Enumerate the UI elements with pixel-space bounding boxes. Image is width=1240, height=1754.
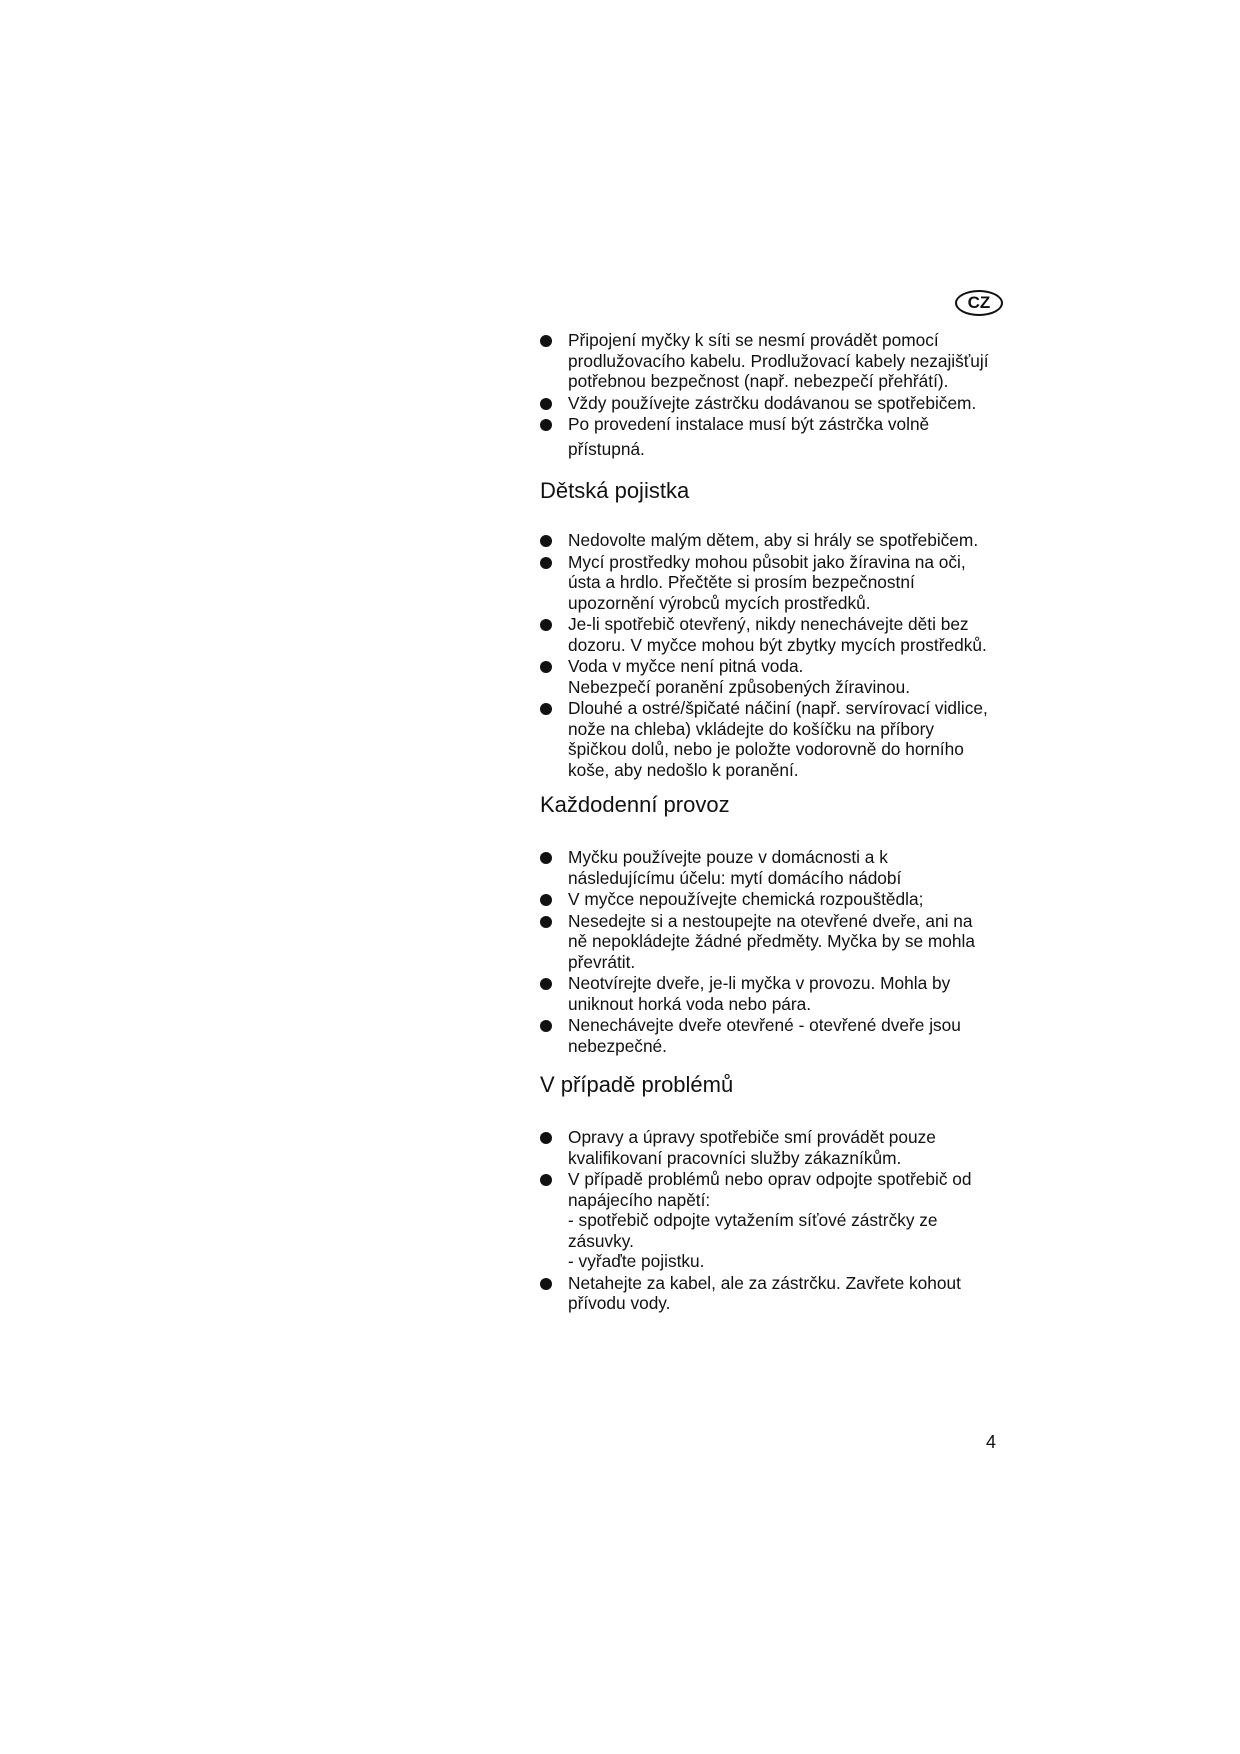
bullet-icon xyxy=(540,1278,552,1290)
list-item xyxy=(540,698,1010,780)
list-item xyxy=(540,973,1010,1014)
list-item-line: Je-li spotřebič otevřený, nikdy nenechávejte děti bez xyxy=(568,614,969,634)
bullet-icon xyxy=(540,916,552,928)
bullet-icon xyxy=(540,335,552,347)
bullet-icon xyxy=(540,661,552,673)
list-item-line: Nenechávejte dveře otevřené - otevřené dveře jsou xyxy=(568,1015,961,1035)
section-title: Každodenní provoz xyxy=(540,792,730,817)
bullet-icon xyxy=(540,978,552,990)
bullet-icon xyxy=(540,852,552,864)
list-item-line: uniknout horká voda nebo pára. xyxy=(568,993,812,1014)
list-item-line: špičkou dolů, nebo je položte vodorovně do horního xyxy=(568,739,964,759)
bullet-icon xyxy=(540,619,552,631)
list-item-line: přívodu vody. xyxy=(568,1293,671,1313)
list-item-line: potřebnou bezpečnost (např. nebezpečí přehřátí). xyxy=(568,371,949,391)
list-item xyxy=(540,1015,1010,1056)
list-item-line: nebezpečné. xyxy=(568,1035,667,1056)
list-item-line: koše, aby nedošlo k poranění. xyxy=(568,759,799,780)
list-item-line: převrátit. xyxy=(568,951,636,972)
list-item-line: prodlužovacího kabelu. Prodlužovací kabely nezajišťují xyxy=(568,350,989,371)
bullet-list xyxy=(540,530,1010,780)
list-item xyxy=(540,847,1010,888)
list-item-line: Vždy používejte zástrčku dodávanou se spotřebičem. xyxy=(568,392,977,413)
list-item xyxy=(540,1127,1010,1168)
section-daily xyxy=(540,792,1010,818)
list-item-line: Nesedejte si a nestoupejte na otevřené dveře, ani na xyxy=(568,910,973,931)
bullet-icon xyxy=(540,1132,552,1144)
section-child-lock xyxy=(540,478,1010,504)
language-badge: CZ xyxy=(955,290,1003,316)
list-item xyxy=(540,911,1010,973)
list-item-line: dozoru. V myčce mohou být zbytky mycích prostředků. xyxy=(568,634,987,655)
bullet-list xyxy=(540,1127,1010,1314)
section-problems xyxy=(540,1072,1010,1098)
section-intro xyxy=(540,330,1010,460)
list-item xyxy=(540,393,1010,414)
bullet-icon xyxy=(540,535,552,547)
list-item-line: V myčce nepoužívejte chemická rozpouštědla; xyxy=(568,889,924,909)
list-item-line: Opravy a úpravy spotřebiče smí provádět pouze xyxy=(568,1127,936,1147)
list-item-line: Nedovolte malým dětem, aby si hrály se spotřebičem. xyxy=(568,530,979,550)
list-item-line: upozornění výrobců mycích prostředků. xyxy=(568,592,871,613)
list-item xyxy=(540,414,1010,459)
list-item-line: Po provedení instalace musí být zástrčka volně xyxy=(568,414,930,434)
list-item-line: Voda v myčce není pitná voda. xyxy=(568,656,804,676)
section-child-lock-list xyxy=(540,530,1010,781)
section-title: V případě problémů xyxy=(540,1072,734,1097)
list-item-line: kvalifikovaní pracovníci služby zákazníkům. xyxy=(568,1147,902,1168)
list-item-line: - spotřebič odpojte vytažením síťové zástrčky ze xyxy=(568,1210,938,1230)
bullet-icon xyxy=(540,703,552,715)
list-item xyxy=(540,1169,1010,1272)
list-item xyxy=(540,530,1010,551)
bullet-list xyxy=(540,330,1010,459)
list-item-line: Mycí prostředky mohou působit jako žíravina na oči, xyxy=(568,551,966,572)
list-item-line: Myčku používejte pouze v domácnosti a k xyxy=(568,847,888,867)
bullet-icon xyxy=(540,419,552,431)
list-item-line: přístupná. xyxy=(568,438,645,459)
list-item-line: V případě problémů nebo oprav odpojte spotřebič od xyxy=(568,1169,972,1189)
bullet-icon xyxy=(540,894,552,906)
section-problems-list xyxy=(540,1127,1010,1315)
section-daily-list xyxy=(540,847,1010,1057)
bullet-list xyxy=(540,847,1010,1056)
bullet-icon xyxy=(540,557,552,569)
list-item xyxy=(540,1273,1010,1314)
list-item xyxy=(540,614,1010,655)
bullet-icon xyxy=(540,1020,552,1032)
list-item-line: Neotvírejte dveře, je-li myčka v provozu. Mohla by xyxy=(568,973,951,993)
list-item xyxy=(540,656,1010,697)
list-item-line: - vyřaďte pojistku. xyxy=(568,1251,705,1271)
list-item xyxy=(540,552,1010,614)
list-item-line: Dlouhé a ostré/špičaté náčiní (např. servírovací vidlice, xyxy=(568,698,988,718)
list-item xyxy=(540,330,1010,392)
page-number: 4 xyxy=(986,1432,997,1452)
section-title: Dětská pojistka xyxy=(540,478,690,503)
list-item-line: Připojení myčky k síti se nesmí provádět pomocí xyxy=(568,330,939,350)
list-item-line: ně nepokládejte žádné předměty. Myčka by se mohla xyxy=(568,931,975,951)
list-item-line: následujícímu účelu: mytí domácího nádobí xyxy=(568,867,902,888)
bullet-icon xyxy=(540,398,552,410)
bullet-icon xyxy=(540,1174,552,1186)
list-item-line: nože na chleba) vkládejte do košíčku na příbory xyxy=(568,718,935,739)
list-item-line: zásuvky. xyxy=(568,1230,634,1251)
list-item xyxy=(540,889,1010,910)
list-item-line: ústa a hrdlo. Přečtěte si prosím bezpečnostní xyxy=(568,572,915,592)
list-item-line: Nebezpečí poranění způsobených žíravinou. xyxy=(568,676,911,697)
list-item-line: Netahejte za kabel, ale za zástrčku. Zavřete kohout xyxy=(568,1272,961,1293)
list-item-line: napájecího napětí: xyxy=(568,1189,711,1210)
